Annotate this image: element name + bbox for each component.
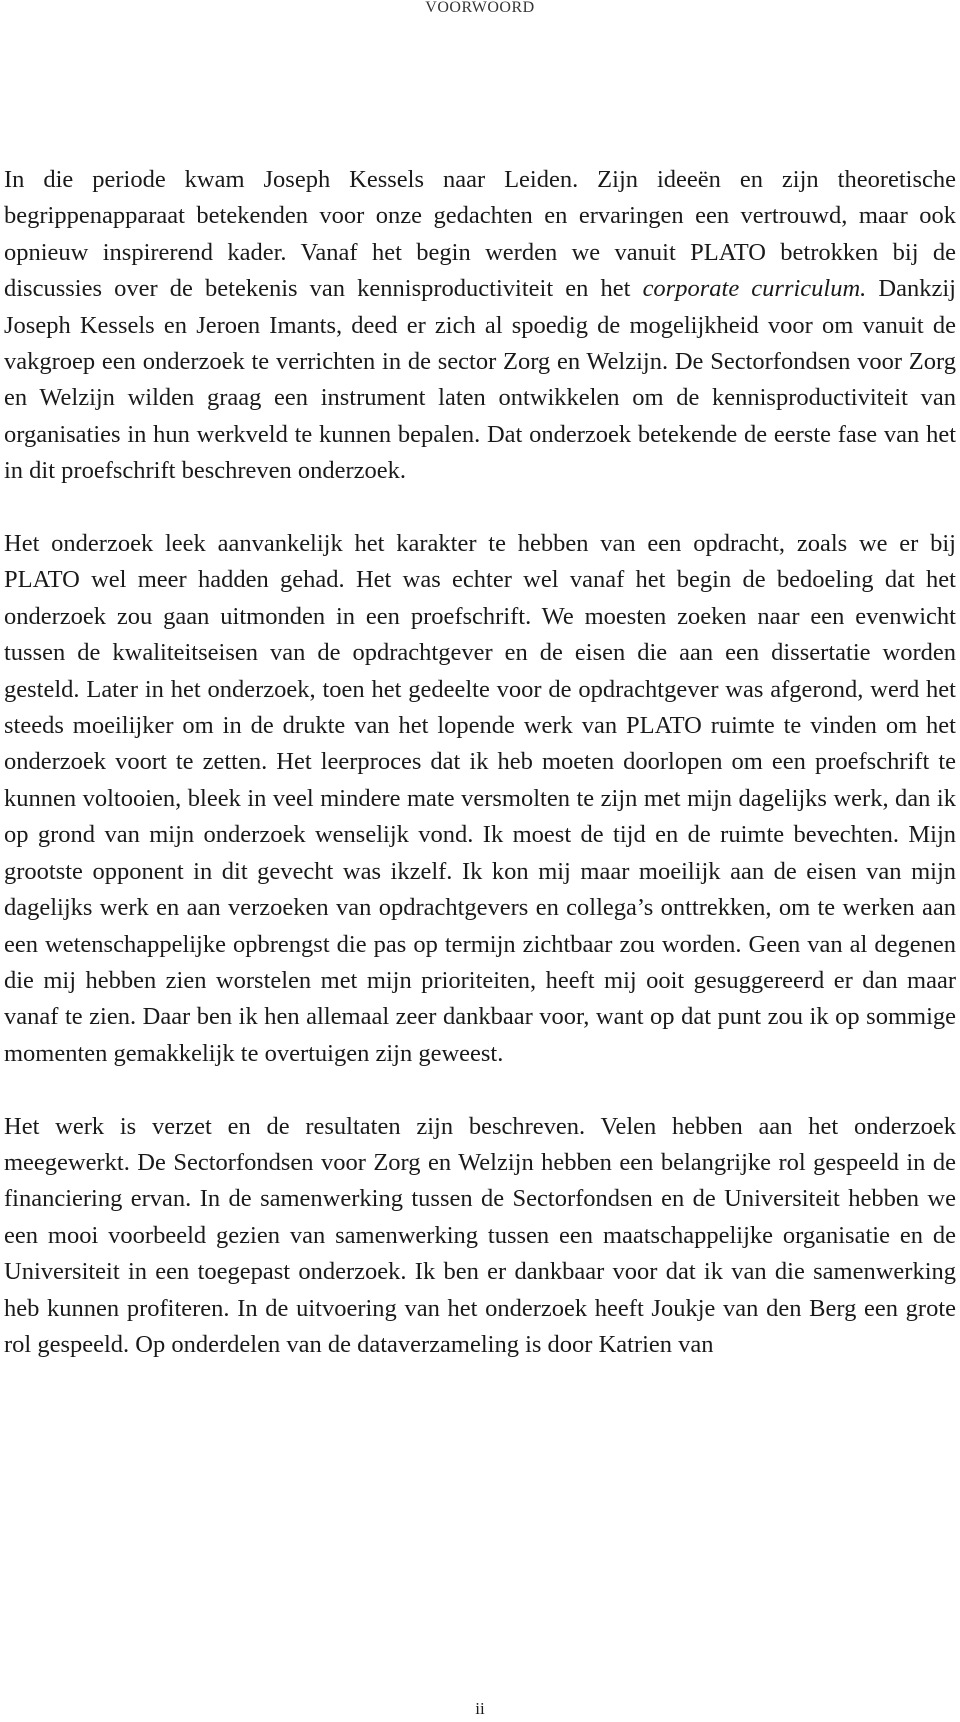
paragraph-1-text-start: In die periode kwam Joseph Kessels naar Leiden. Zijn ideeën en zijn theoretische begrippenapparaat betekenden voor onze gedachten en ervaringen een vertrouwd, maar ook opnieuw inspirerend kader. Vanaf het begin werden we vanuit PLATO betrokken bij de discussies over de betekenis van kennisproductiviteit en het — [4, 166, 956, 303]
paragraph-1-italic-term: corporate curriculum. — [642, 275, 867, 303]
paragraph-2: Het onderzoek leek aanvankelijk het karakter te hebben van een opdracht, zoals we er bij PLATO wel meer hadden gehad. Het was echter wel vanaf het begin de bedoeling dat het onderzoek zou gaan uitmonden in een proefschrift. We moesten zoeken naar een evenwicht tussen de kwaliteitseisen van de opdrachtgever en de eisen die aan een dissertatie worden gesteld. Later in het onderzoek, toen het gedeelte voor de opdrachtgever was afgerond, werd het steeds moeilijker om in de drukte van het lopende werk van PLATO ruimte te vinden om het onderzoek voort te zetten. Het leerproces dat ik heb moeten doorlopen om een proefschrift te kunnen voltooien, bleek in veel mindere mate versmolten te zijn met mijn dagelijks werk, dan ik op grond van mijn onderzoek wenselijk vond. Ik moest de tijd en de ruimte bevechten. Mijn grootste opponent in dit gevecht was ikzelf. Ik kon mij maar moeilijk aan de eisen van mijn dagelijks werk en aan verzoeken van opdrachtgevers en collega’s onttrekken, om te werken aan een wetenschappelijke opbrengst die pas op termijn zichtbaar zou worden. Geen van al degenen die mij hebben zien worstelen met mijn prioriteiten, heeft mij ooit gesuggereerd er dan maar vanaf te zien. Daar ben ik hen allemaal zeer dankbaar voor, want op dat punt zou ik op sommige momenten gemakkelijk te overtuigen zijn geweest. — [4, 530, 956, 1067]
paragraph-3: Het werk is verzet en de resultaten zijn beschreven. Velen hebben aan het onderzoek meegewerkt. De Sectorfondsen voor Zorg en Welzijn hebben een belangrijke rol gespeeld in de financiering ervan. In de samenwerking tussen de Sectorfondsen en de Universiteit hebben we een mooi voorbeeld gezien van samenwerking tussen een maatschappelijke organisatie en de Universiteit in een toegepast onderzoek. Ik ben er dankbaar voor dat ik van die samenwerking heb kunnen profiteren. In de uitvoering van het onderzoek heeft Joukje van den Berg een grote rol gespeeld. Op onderdelen van de dataverzameling is door Katrien van — [4, 1112, 956, 1358]
body-text — [4, 162, 956, 1363]
paragraph-1-text-end: Dankzij Joseph Kessels en Jeroen Imants, deed er zich al spoedig de mogelijkheid voor om vanuit de vakgroep een onderzoek te verrichten in de sector Zorg en Welzijn. De Sectorfondsen voor Zorg en Welzijn wilden graag een instrument laten ontwikkelen om de kennisproductiviteit van organisaties in hun werkveld te kunnen bepalen. Dat onderzoek betekende de eerste fase van het in dit proefschrift beschreven onderzoek. — [4, 275, 956, 485]
running-header: VOORWOORD — [425, 0, 535, 16]
paragraph-1 — [4, 162, 956, 490]
page-number: ii — [475, 1699, 485, 1718]
